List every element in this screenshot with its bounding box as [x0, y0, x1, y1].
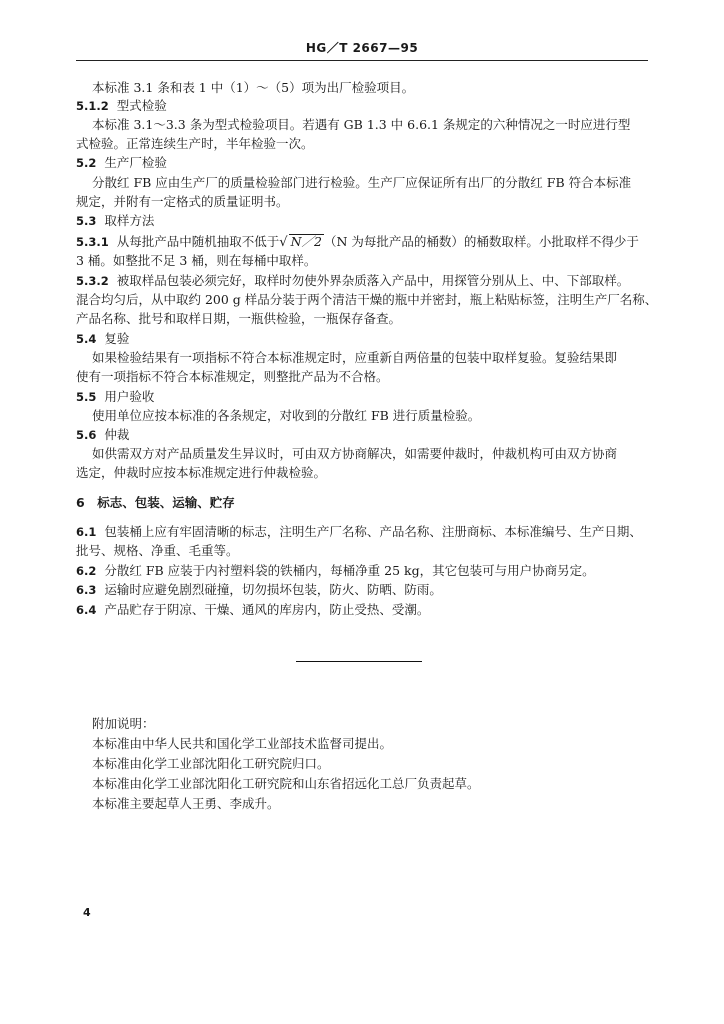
section-number: 5.3.1 — [76, 235, 109, 249]
section-number: 5.1.2 — [76, 99, 109, 113]
paragraph-line — [76, 524, 642, 540]
end-of-standard-rule — [296, 661, 422, 662]
section-heading — [76, 427, 129, 443]
section-heading — [76, 331, 129, 347]
section-heading — [76, 155, 167, 171]
paragraph-line: 混合均匀后，从中取约 200 g 样品分装于两个清洁干燥的瓶中并密封，瓶上粘贴标签，注明生产厂名称、 — [76, 292, 658, 307]
page-header: HG／T 2667—95 — [305, 41, 419, 55]
paragraph-line: 本标准 3.1～3.3 条为型式检验项目。若遇有 GB 1.3 中 6.6.1 条规定的六种情况之一时应进行型 — [92, 117, 631, 132]
appendix-line: 本标准由化学工业部沈阳化工研究院归口。 — [92, 756, 330, 771]
section-number: 6.4 — [76, 603, 97, 617]
section-title: 生产厂检验 — [104, 155, 167, 170]
section-number: 5.3.2 — [76, 274, 109, 288]
paragraph-line: 分散红 FB 应由生产厂的质量检验部门进行检验。生产厂应保证所有出厂的分散红 FB 符合本标准 — [92, 175, 632, 190]
section-title: 仲裁 — [104, 427, 130, 442]
appendix-title: 附加说明： — [92, 716, 155, 731]
clause-text: 分散红 FB 应装于内衬塑料袋的铁桶内，每桶净重 25 kg，其它包装可与用户协商另定。 — [104, 563, 595, 578]
paragraph-line: 如供需双方对产品质量发生异议时，可由双方协商解决，如需要仲裁时，仲裁机构可由双方协商 — [92, 446, 618, 461]
paragraph-line — [76, 234, 639, 251]
clause-text: 包装桶上应有牢固清晰的标志，注明生产厂名称、产品名称、注册商标、本标准编号、生产日期、 — [104, 524, 642, 539]
section-number: 6.1 — [76, 525, 97, 539]
clause-text: 从每批产品中随机抽取不低于 — [116, 234, 280, 249]
paragraph-line: 3 桶。如整批不足 3 桶，则在每桶中取样。 — [76, 253, 317, 268]
clause-text: 产品贮存于阴凉、干燥、通风的库房内，防止受热、受潮。 — [104, 602, 430, 617]
appendix-line: 本标准主要起草人王勇、李成升。 — [92, 796, 280, 811]
section-title: 复验 — [104, 331, 130, 346]
section-title: 取样方法 — [104, 213, 155, 228]
clause-text: （N 为每批产品的桶数）的桶数取样。小批取样不得少于 — [323, 234, 639, 249]
section-title: 用户验收 — [104, 389, 155, 404]
paragraph-line: 式检验。正常连续生产时，半年检验一次。 — [76, 136, 314, 151]
appendix-line: 本标准由化学工业部沈阳化工研究院和山东省招远化工总厂负责起草。 — [92, 776, 480, 791]
header-rule — [76, 60, 648, 61]
paragraph-line — [76, 563, 595, 579]
paragraph-line: 本标准 3.1 条和表 1 中（1）～（5）项为出厂检验项目。 — [92, 80, 415, 95]
page-number: 4 — [83, 906, 91, 919]
section-number: 6.2 — [76, 564, 97, 578]
section-heading — [76, 98, 167, 114]
paragraph-line: 规定，并附有一定格式的质量证明书。 — [76, 194, 289, 209]
paragraph-line: 批号、规格、净重、毛重等。 — [76, 543, 239, 558]
section-number: 5.6 — [76, 428, 97, 442]
clause-text: 被取样品包装必须完好，取样时勿使外界杂质落入产品中，用探管分别从上、中、下部取样。 — [116, 273, 630, 288]
sqrt-expression: N／2 — [290, 234, 322, 249]
section-number: 5.3 — [76, 214, 97, 228]
paragraph-line: 选定，仲裁时应按本标准规定进行仲裁检验。 — [76, 465, 327, 480]
section-heading — [76, 389, 154, 405]
paragraph-line: 如果检验结果有一项指标不符合本标准规定时，应重新自两倍量的包装中取样复验。复验结果即 — [92, 350, 618, 365]
paragraph-line: 产品名称、批号和取样日期，一瓶供检验，一瓶保存备查。 — [76, 311, 402, 326]
section-heading — [76, 213, 154, 229]
paragraph-line — [76, 582, 442, 598]
section-number: 6.3 — [76, 583, 97, 597]
appendix-line: 本标准由中华人民共和国化学工业部技术监督司提出。 — [92, 736, 393, 751]
paragraph-line — [76, 602, 429, 618]
chapter-heading: 6 标志、包装、运输、贮存 — [76, 495, 235, 510]
section-number: 5.2 — [76, 156, 97, 170]
radical-sign: √ — [279, 235, 288, 250]
paragraph-line: 使用单位应按本标准的各条规定，对收到的分散红 FB 进行质量检验。 — [92, 408, 481, 423]
paragraph-line — [76, 273, 629, 289]
section-number: 5.5 — [76, 390, 97, 404]
section-title: 型式检验 — [116, 98, 167, 113]
section-number: 5.4 — [76, 332, 97, 346]
paragraph-line: 使有一项指标不符合本标准规定，则整批产品为不合格。 — [76, 369, 389, 384]
clause-text: 运输时应避免剧烈碰撞，切勿损坏包装，防火、防晒、防雨。 — [104, 582, 442, 597]
